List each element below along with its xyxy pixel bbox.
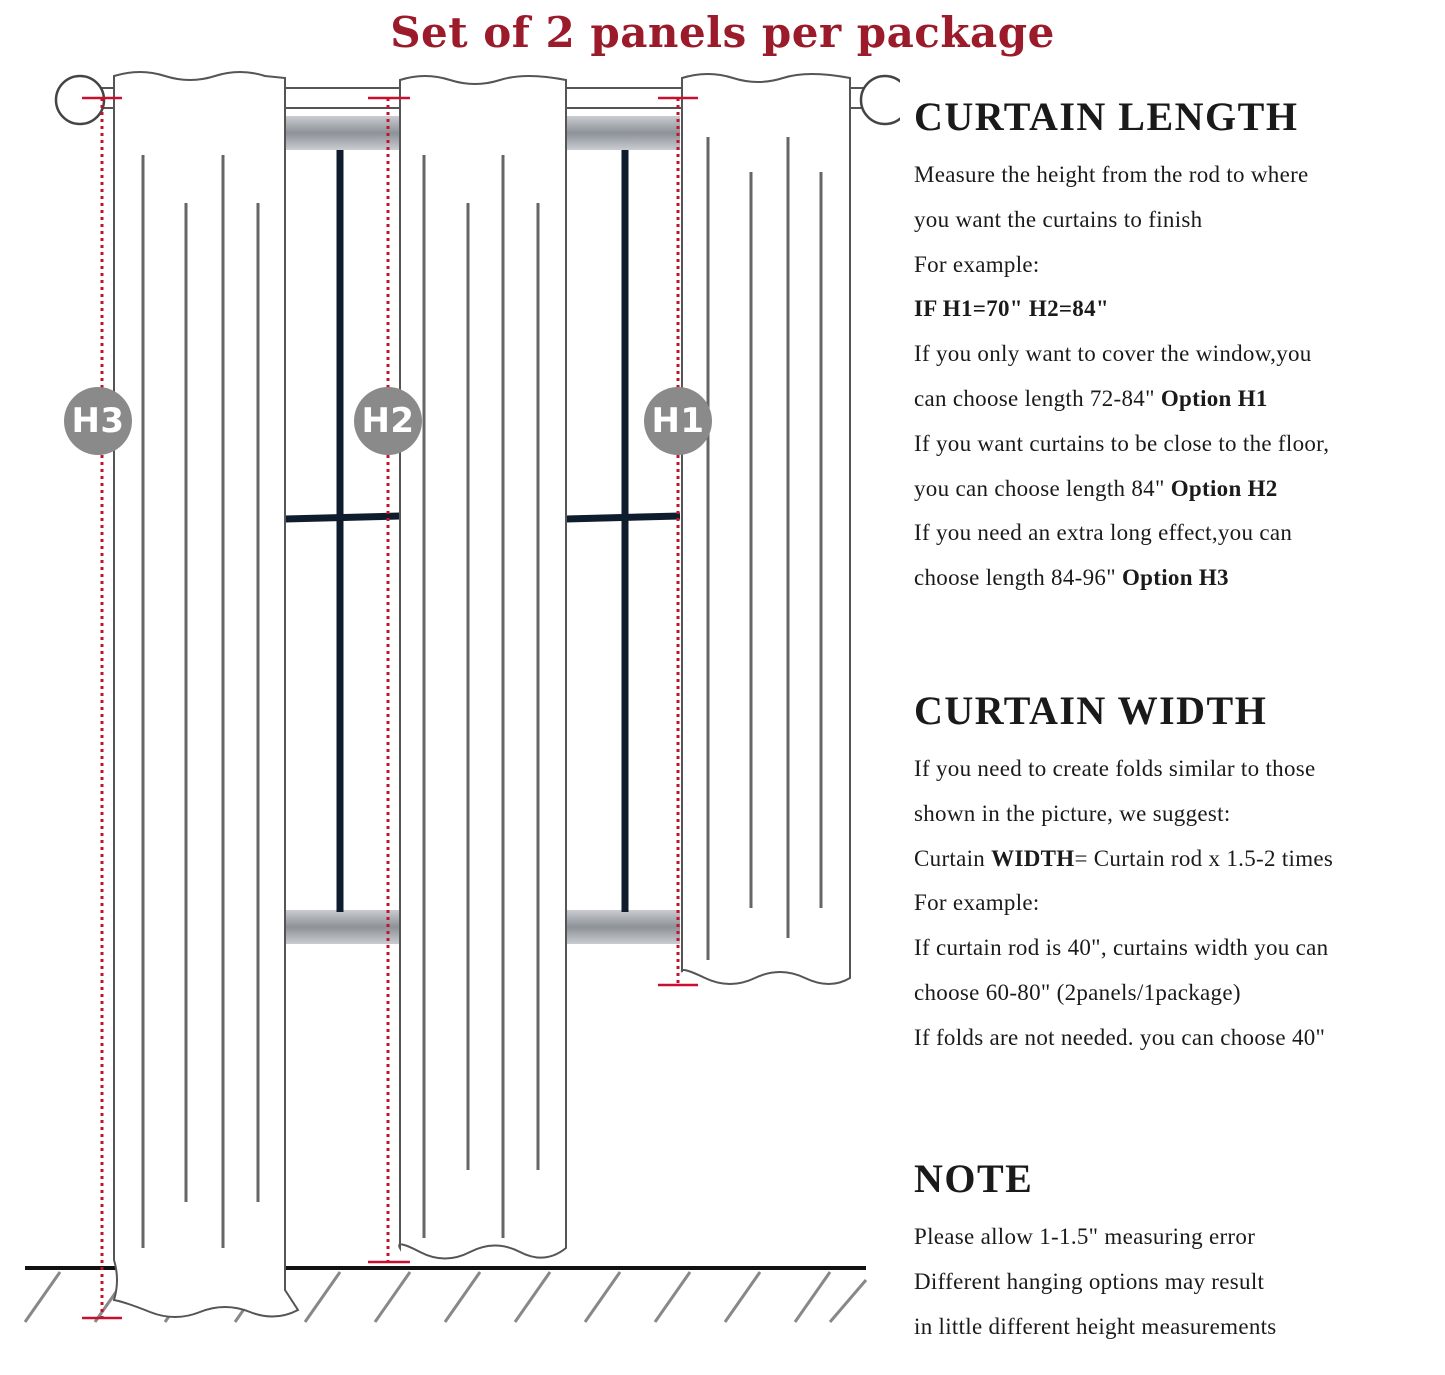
- length-line: If you only want to cover the window,you: [914, 341, 1312, 367]
- length-option-h1: can choose length 72-84" Option H1: [914, 385, 1268, 411]
- width-line: If curtain rod is 40", curtains width you can: [914, 935, 1329, 961]
- curtain-panel-h1: [682, 74, 850, 984]
- width-line: If you need to create folds similar to those: [914, 756, 1316, 781]
- badge-h3: H3: [71, 401, 125, 441]
- width-line: choose 60-80" (2panels/1package): [914, 979, 1241, 1005]
- length-example: IF H1=70" H2=84": [914, 296, 1109, 322]
- note-line: in little different height measurements: [914, 1313, 1277, 1339]
- window-transom-right: [566, 516, 680, 519]
- length-line: Measure the height from the rod to where: [914, 162, 1309, 187]
- width-line: shown in the picture, we suggest:: [914, 800, 1231, 826]
- length-line: you want the curtains to finish: [914, 206, 1203, 232]
- width-section: [914, 687, 1414, 1061]
- package-title: Set of 2 panels per package: [390, 8, 1055, 57]
- length-section: [914, 93, 1414, 601]
- badge-h2: H2: [361, 401, 415, 441]
- badge-h1: H1: [651, 401, 705, 441]
- length-line: For example:: [914, 251, 1040, 277]
- note-heading: NOTE: [914, 1156, 1034, 1201]
- width-heading: CURTAIN WIDTH: [914, 688, 1268, 733]
- window-transom-left: [285, 516, 400, 519]
- note-section: [914, 1155, 1414, 1349]
- curtain-panel-h3: [114, 72, 298, 1317]
- rod-finial-left: [56, 76, 104, 124]
- curtain-panel-h2: [399, 76, 566, 1259]
- rod-finial-right: [861, 76, 900, 124]
- note-line: Different hanging options may result: [914, 1268, 1265, 1294]
- note-line: Please allow 1-1.5" measuring error: [914, 1224, 1256, 1249]
- length-heading: CURTAIN LENGTH: [914, 94, 1299, 139]
- length-line: If you need an extra long effect,you can: [914, 520, 1293, 546]
- length-option-h2: you can choose length 84" Option H2: [914, 475, 1278, 501]
- width-formula: Curtain WIDTH= Curtain rod x 1.5-2 times: [914, 845, 1334, 871]
- width-line: For example:: [914, 890, 1040, 916]
- length-option-h3: choose length 84-96" Option H3: [914, 565, 1229, 591]
- length-line: If you want curtains to be close to the floor,: [914, 430, 1330, 456]
- width-line: If folds are not needed. you can choose 40": [914, 1024, 1326, 1050]
